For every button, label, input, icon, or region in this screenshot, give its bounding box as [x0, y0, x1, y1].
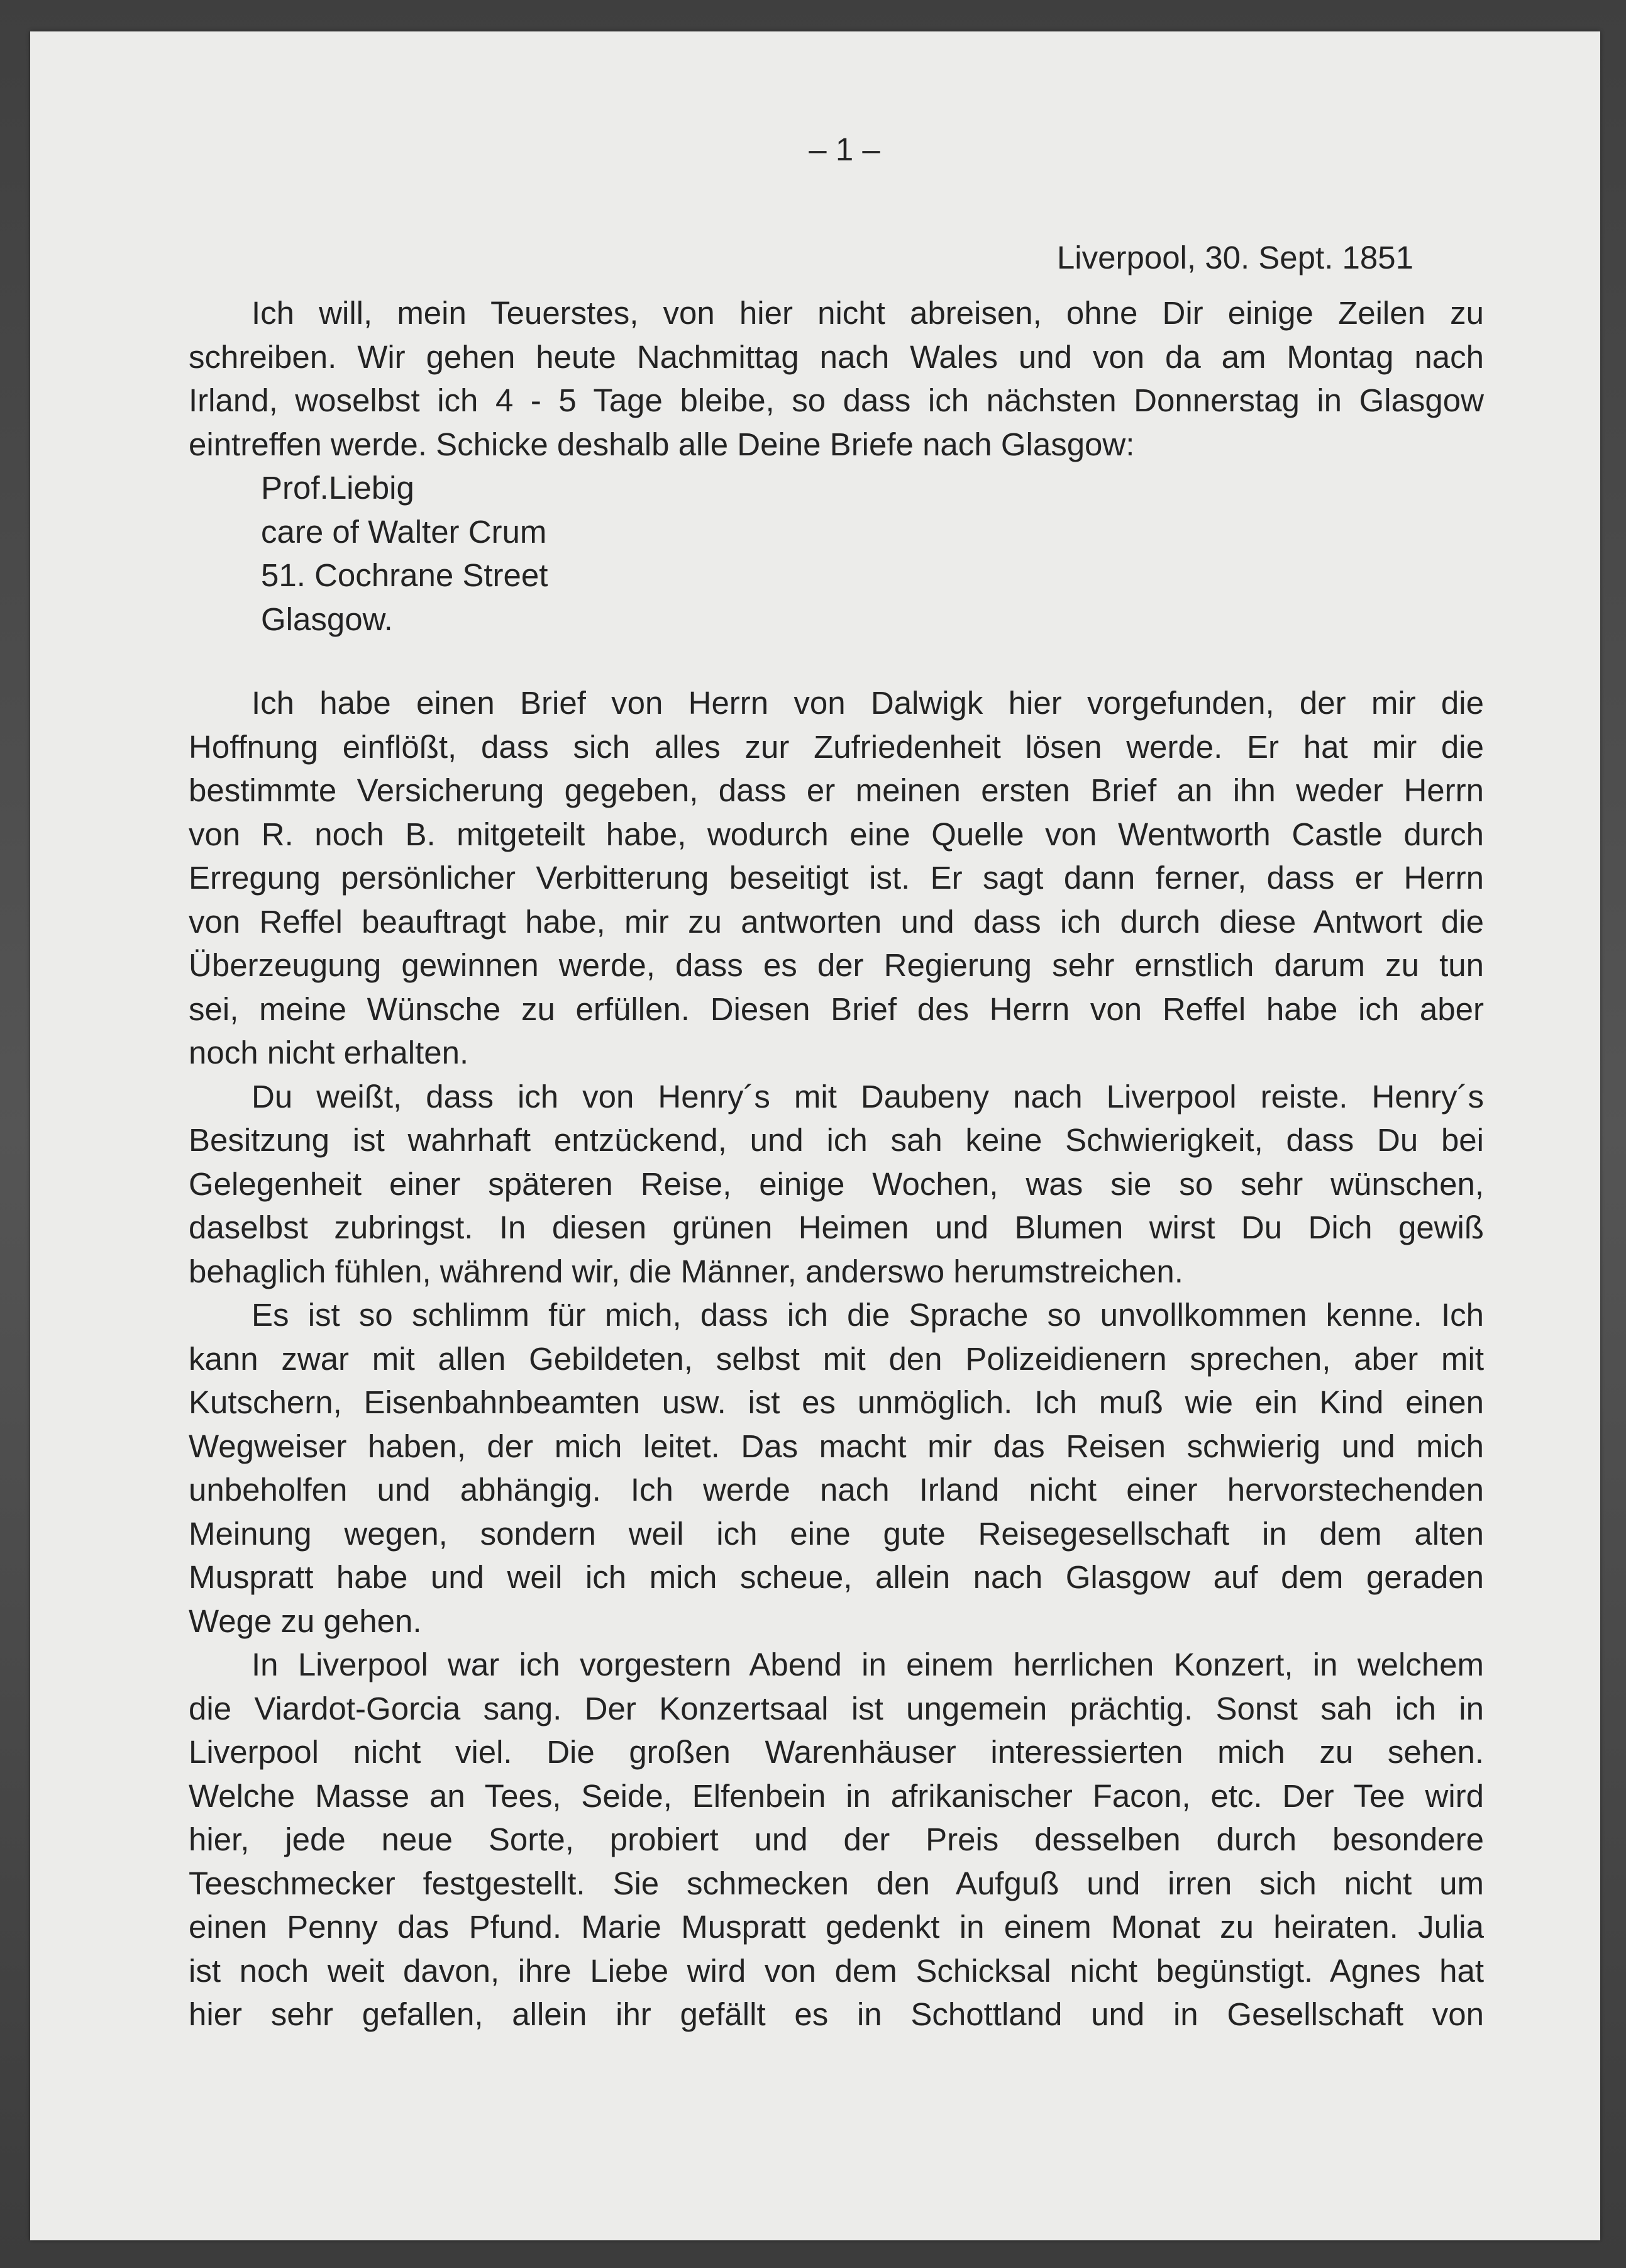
text-line: von R. noch B. mitgeteilt habe, wodurch eine Quelle von Wentworth Castle durch	[189, 816, 1484, 852]
text-line: Erregung persönlicher Verbitterung beseitigt ist. Er sagt dann ferner, dass er Herrn	[189, 860, 1484, 896]
text-line: Wege zu gehen.	[189, 1603, 422, 1639]
text-line: unbeholfen und abhängig. Ich werde nach Irland nicht einer hervorstechenden	[189, 1472, 1484, 1508]
address-line: Glasgow.	[261, 601, 393, 637]
text-line: Wegweiser haben, der mich leitet. Das macht mir das Reisen schwierig und mich	[189, 1428, 1484, 1464]
letter-body	[189, 291, 1484, 2037]
text-line: Du weißt, dass ich von Henry´s mit Daubeny nach Liverpool reiste. Henry´s	[252, 1078, 1484, 1115]
text-line: von Reffel beauftragt habe, mir zu antworten und dass ich durch diese Antwort die	[189, 903, 1484, 940]
text-line: Muspratt habe und weil ich mich scheue, allein nach Glasgow auf dem geraden	[189, 1559, 1484, 1595]
text-line: ist noch weit davon, ihre Liebe wird von dem Schicksal nicht begünstigt. Agnes hat	[189, 1952, 1484, 1989]
text-line: Kutschern, Eisenbahnbeamten usw. ist es unmöglich. Ich muß wie ein Kind einen	[189, 1384, 1484, 1420]
paragraph-5	[189, 1643, 1484, 2037]
paragraph-2	[189, 681, 1484, 1075]
text-line: Hoffnung einflößt, dass sich alles zur Zufriedenheit lösen werde. Er hat mir die	[189, 728, 1484, 765]
text-line: daselbst zubringst. In diesen grünen Heimen und Blumen wirst Du Dich gewiß	[189, 1209, 1484, 1245]
text-line: In Liverpool war ich vorgestern Abend in einem herrlichen Konzert, in welchem	[252, 1647, 1484, 1682]
text-line: Gelegenheit einer späteren Reise, einige Wochen, was sie so sehr wünschen,	[189, 1165, 1484, 1202]
address-line: care of Walter Crum	[261, 513, 547, 550]
address-block	[189, 466, 1484, 641]
paragraph-3	[189, 1075, 1484, 1294]
text-line: Liverpool nicht viel. Die großen Warenhäuser interessierten mich zu sehen.	[189, 1734, 1484, 1770]
text-line: behaglich fühlen, während wir, die Männer, anderswo herumstreichen.	[189, 1253, 1183, 1289]
text-line: kann zwar mit allen Gebildeten, selbst mit den Polizeidienern sprechen, aber mit	[189, 1340, 1484, 1377]
text-line: bestimmte Versicherung gegeben, dass er meinen ersten Brief an ihn weder Herrn	[189, 772, 1484, 808]
text-line: Überzeugung gewinnen werde, dass es der Regierung sehr ernstlich darum zu tun	[189, 947, 1484, 983]
paragraph-4	[189, 1293, 1484, 1643]
text-line: Besitzung ist wahrhaft entzückend, und ich sah keine Schwierigkeit, dass Du bei	[189, 1122, 1484, 1158]
address-line: Prof.Liebig	[261, 470, 414, 506]
text-line: die Viardot-Gorcia sang. Der Konzertsaal ist ungemein prächtig. Sonst sah ich in	[189, 1690, 1484, 1726]
text-line: Meinung wegen, sondern weil ich eine gute Reisegesellschaft in dem alten	[189, 1515, 1484, 1552]
text-line: Es ist so schlimm für mich, dass ich die Sprache so unvollkommen kenne. Ich	[252, 1297, 1484, 1333]
paragraph-1	[189, 291, 1484, 466]
text-line: Ich will, mein Teuerstes, von hier nicht abreisen, ohne Dir einige Zeilen zu	[252, 295, 1484, 331]
text-line: hier, jede neue Sorte, probiert und der Preis desselben durch besondere	[189, 1821, 1484, 1857]
text-line: hier sehr gefallen, allein ihr gefällt es in Schottland und in Gesellschaft von	[189, 1996, 1484, 2032]
text-line: Welche Masse an Tees, Seide, Elfenbein in afrikanischer Facon, etc. Der Tee wird	[189, 1777, 1484, 1814]
page-number: – 1 –	[809, 131, 880, 167]
dateline: Liverpool, 30. Sept. 1851	[1056, 240, 1413, 275]
text-line: noch nicht erhalten.	[189, 1035, 469, 1070]
text-line: Teeschmecker festgestellt. Sie schmecken den Aufguß und irren sich nicht um	[189, 1865, 1484, 1901]
address-line: 51. Cochrane Street	[261, 557, 548, 593]
paragraph-gap	[189, 641, 1484, 681]
text-line: eintreffen werde. Schicke deshalb alle Deine Briefe nach Glasgow:	[189, 426, 1135, 462]
text-line: sei, meine Wünsche zu erfüllen. Diesen Brief des Herrn von Reffel habe ich aber	[189, 991, 1484, 1027]
text-line: einen Penny das Pfund. Marie Muspratt gedenkt in einem Monat zu heiraten. Julia	[189, 1909, 1484, 1945]
text-line: Ich habe einen Brief von Herrn von Dalwigk hier vorgefunden, der mir die	[252, 685, 1484, 721]
text-line: Irland, woselbst ich 4 - 5 Tage bleibe, so dass ich nächsten Donnerstag in Glasgow	[189, 382, 1484, 418]
text-line: schreiben. Wir gehen heute Nachmittag nach Wales und von da am Montag nach	[189, 338, 1484, 375]
